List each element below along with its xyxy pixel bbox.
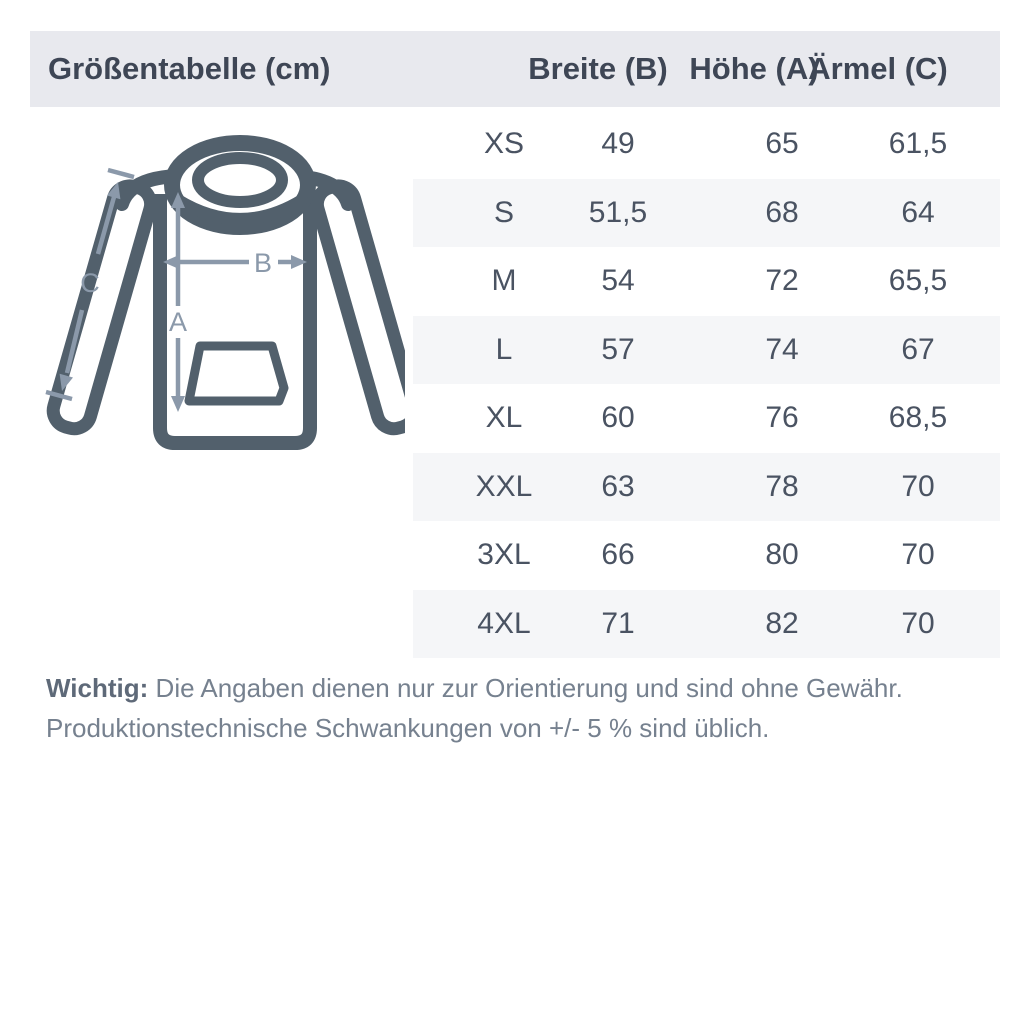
hoehe-value: 82 xyxy=(765,606,799,640)
disclaimer-label: Wichtig: xyxy=(46,673,149,703)
aermel-value: 68,5 xyxy=(888,401,948,435)
aermel-value: 67 xyxy=(901,332,935,366)
disclaimer-text-1: Die Angaben dienen nur zur Orientierung und sind ohne Gewähr. xyxy=(155,673,903,703)
aermel-value: 61,5 xyxy=(888,127,948,161)
breite-value: 71 xyxy=(601,606,635,640)
table-row-xxl xyxy=(413,453,1000,522)
hoehe-value: 68 xyxy=(765,195,799,229)
size-label: XS xyxy=(483,127,525,161)
disclaimer-note xyxy=(46,668,996,749)
aermel-value: 70 xyxy=(901,469,935,503)
column-header-aermel: Ärmel (C) xyxy=(808,51,948,86)
label-c: C xyxy=(80,268,100,298)
size-label: L xyxy=(495,332,513,366)
table-row-xs xyxy=(413,110,1000,179)
size-label: 3XL xyxy=(477,538,531,572)
breite-value: 57 xyxy=(601,332,635,366)
dimension-c-tick-top xyxy=(108,170,134,177)
table-row-3xl xyxy=(413,521,1000,590)
breite-value: 49 xyxy=(601,127,635,161)
page-title: Größentabelle (cm) xyxy=(48,51,331,86)
hoodie-pocket xyxy=(189,346,284,401)
aermel-value: 70 xyxy=(901,538,935,572)
disclaimer-line-2: Produktionstechnische Schwankungen von +/- 5 % sind üblich. xyxy=(46,713,770,744)
aermel-value: 64 xyxy=(901,195,935,229)
table-row-l xyxy=(413,316,1000,385)
hoehe-value: 80 xyxy=(765,538,799,572)
disclaimer-line-1 xyxy=(46,668,996,708)
size-label: S xyxy=(493,195,515,229)
column-header-breite: Breite (B) xyxy=(528,51,668,86)
table-row-xl xyxy=(413,384,1000,453)
hoehe-value: 78 xyxy=(765,469,799,503)
breite-value: 66 xyxy=(601,538,635,572)
table-row-s xyxy=(413,179,1000,248)
breite-value: 63 xyxy=(601,469,635,503)
size-label: XL xyxy=(485,401,523,435)
size-label: 4XL xyxy=(477,606,531,640)
hoodie-illustration xyxy=(30,130,405,455)
size-table xyxy=(413,110,1000,658)
hoehe-value: 76 xyxy=(765,401,799,435)
table-header xyxy=(30,31,1000,107)
label-a: A xyxy=(168,307,188,337)
aermel-value: 65,5 xyxy=(888,264,948,298)
label-b: B xyxy=(253,248,273,278)
size-label: M xyxy=(491,264,517,298)
table-row-m xyxy=(413,247,1000,316)
hoodie-right-sleeve xyxy=(313,182,405,433)
table-row-4xl xyxy=(413,590,1000,659)
size-label: XXL xyxy=(475,469,533,503)
breite-value: 54 xyxy=(601,264,635,298)
breite-value: 60 xyxy=(601,401,635,435)
hoehe-value: 72 xyxy=(765,264,799,298)
column-header-hoehe: Höhe (A) xyxy=(689,51,819,86)
hoehe-value: 65 xyxy=(765,127,799,161)
hoehe-value: 74 xyxy=(765,332,799,366)
breite-value: 51,5 xyxy=(588,195,648,229)
aermel-value: 70 xyxy=(901,606,935,640)
hoodie-diagram xyxy=(30,130,405,455)
